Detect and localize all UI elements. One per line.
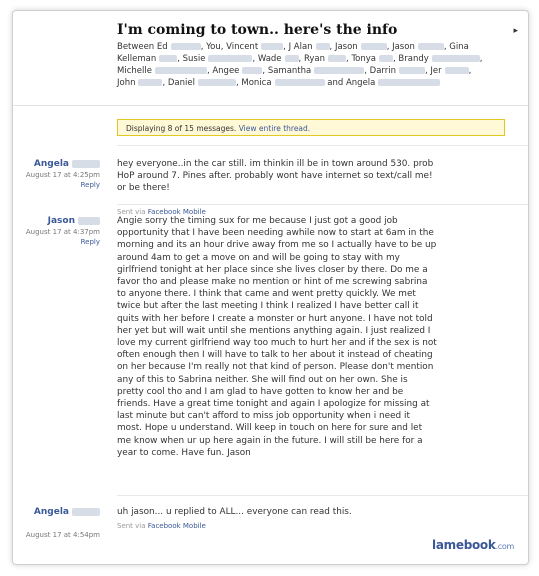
message-timestamp: August 17 at 4:25pm: [25, 171, 100, 179]
sent-via: [117, 522, 206, 530]
notice-text: Displaying 8 of 15 messages.: [126, 124, 237, 133]
message-meta: [13, 215, 100, 247]
thread-title: I'm coming to town.. here's the info: [117, 22, 398, 38]
message-author[interactable]: Angela: [13, 158, 100, 170]
participant[interactable]: J Alan: [288, 42, 313, 52]
message-meta: [13, 158, 100, 190]
view-entire-thread-link[interactable]: View entire thread.: [238, 124, 311, 133]
message-item: [13, 204, 528, 502]
thread-header: [13, 11, 528, 106]
participant[interactable]: Angela: [345, 78, 376, 88]
message-timestamp: August 17 at 4:37pm: [25, 228, 100, 236]
participant[interactable]: Jason: [392, 42, 415, 52]
reply-link[interactable]: Reply: [80, 238, 100, 246]
participant[interactable]: Jer: [430, 66, 442, 76]
participant[interactable]: Gina Kelleman: [117, 42, 469, 64]
message-timestamp: August 17 at 4:54pm: [25, 531, 100, 539]
message-meta: [13, 506, 100, 540]
sent-via-label: Sent via: [117, 208, 146, 216]
participant[interactable]: Susie: [182, 54, 206, 64]
watermark-name: lamebook: [432, 538, 496, 552]
chevron-right-icon[interactable]: ▸: [513, 26, 518, 36]
message-author[interactable]: Angela: [13, 506, 100, 518]
participant[interactable]: Jason: [334, 42, 358, 52]
participant[interactable]: Samantha: [267, 66, 312, 76]
divider: [117, 145, 528, 146]
message-body: Angie sorry the timing sux for me because I just got a good job opportunity that I have been needing awhile now to start at 6am in the morning and its an hour drive away from me so I actually have to be up around 4am to get a move on and will be going to stay with my girlfriend tonight at her place since she lives closer by there. Do me a favor tho and please make no mention or hint of me screwing sabrina to anyone there. I think that came and went pretty quickly. We met twice but after the last meeting I think I realized I have better call it quits with her before I create a monster or hurt anyone. I have not told her yet but will wait until she mentions anything again. I just realized I love my current girlfriend way too much to hurt her and if the sex is not often enough then I will have to talk to her about it instead of cheating on her because I'm really not that kind of person. Please don't mention any of this to Sabrina neither. She will find out on her own. She is pretty cool tho and I am glad to have gotten to know her and be friends. Have a great time tonight and again I apologize for missing at last minute but can't afford to miss job opportunity when i need it most. Hope u understand. Will keep in touch on here for sure and let me know when ur up here again in the future. I will still be here for a year to come. Have fun. Jason: [117, 216, 437, 458]
participant[interactable]: Ryan: [303, 54, 326, 64]
participant[interactable]: Daniel: [167, 78, 195, 88]
divider: [117, 495, 528, 496]
watermark-domain: .com: [495, 542, 514, 551]
participant[interactable]: Michelle: [117, 66, 152, 76]
participant[interactable]: Brandy: [398, 54, 429, 64]
divider: [117, 204, 528, 205]
thread-notice: [117, 119, 505, 136]
between-label: Between: [117, 42, 155, 52]
message-body: hey everyone..in the car still. im thinkin ill be in town around 530. prob HoP around 7. Pines after. probably wont have internet so text/call me! or be there!: [117, 159, 434, 194]
message-item: [13, 145, 528, 216]
participant[interactable]: Tonya: [351, 54, 377, 64]
participant[interactable]: You: [206, 42, 221, 52]
message-thread-card: [12, 10, 529, 565]
sent-via-label: Sent via: [117, 522, 146, 530]
sent-via-app-link[interactable]: Facebook Mobile: [147, 208, 206, 216]
message-body: uh jason... u replied to ALL... everyone can read this.: [117, 507, 352, 517]
participant[interactable]: Wade: [257, 54, 282, 64]
participant[interactable]: John: [117, 78, 136, 88]
lamebook-watermark: [432, 538, 514, 552]
participant[interactable]: Darrin: [369, 66, 396, 76]
participant[interactable]: Monica: [241, 78, 272, 88]
participant[interactable]: Angee: [212, 66, 240, 76]
sent-via-app-link[interactable]: Facebook Mobile: [147, 522, 206, 530]
and-label: and: [327, 78, 344, 88]
message-author[interactable]: Jason: [13, 215, 100, 227]
participants-list: Between Ed , You, Vincent , J Alan , Jason , Jason , Gina Kelleman , Susie , Wade , Ryan , Tonya , Brandy , Michelle , Angee , Samantha , Darrin , Jer , John , Daniel , Monica and Angela: [117, 42, 483, 88]
participant[interactable]: Ed: [156, 42, 168, 52]
participant[interactable]: Vincent: [226, 42, 259, 52]
reply-link[interactable]: Reply: [80, 181, 100, 189]
